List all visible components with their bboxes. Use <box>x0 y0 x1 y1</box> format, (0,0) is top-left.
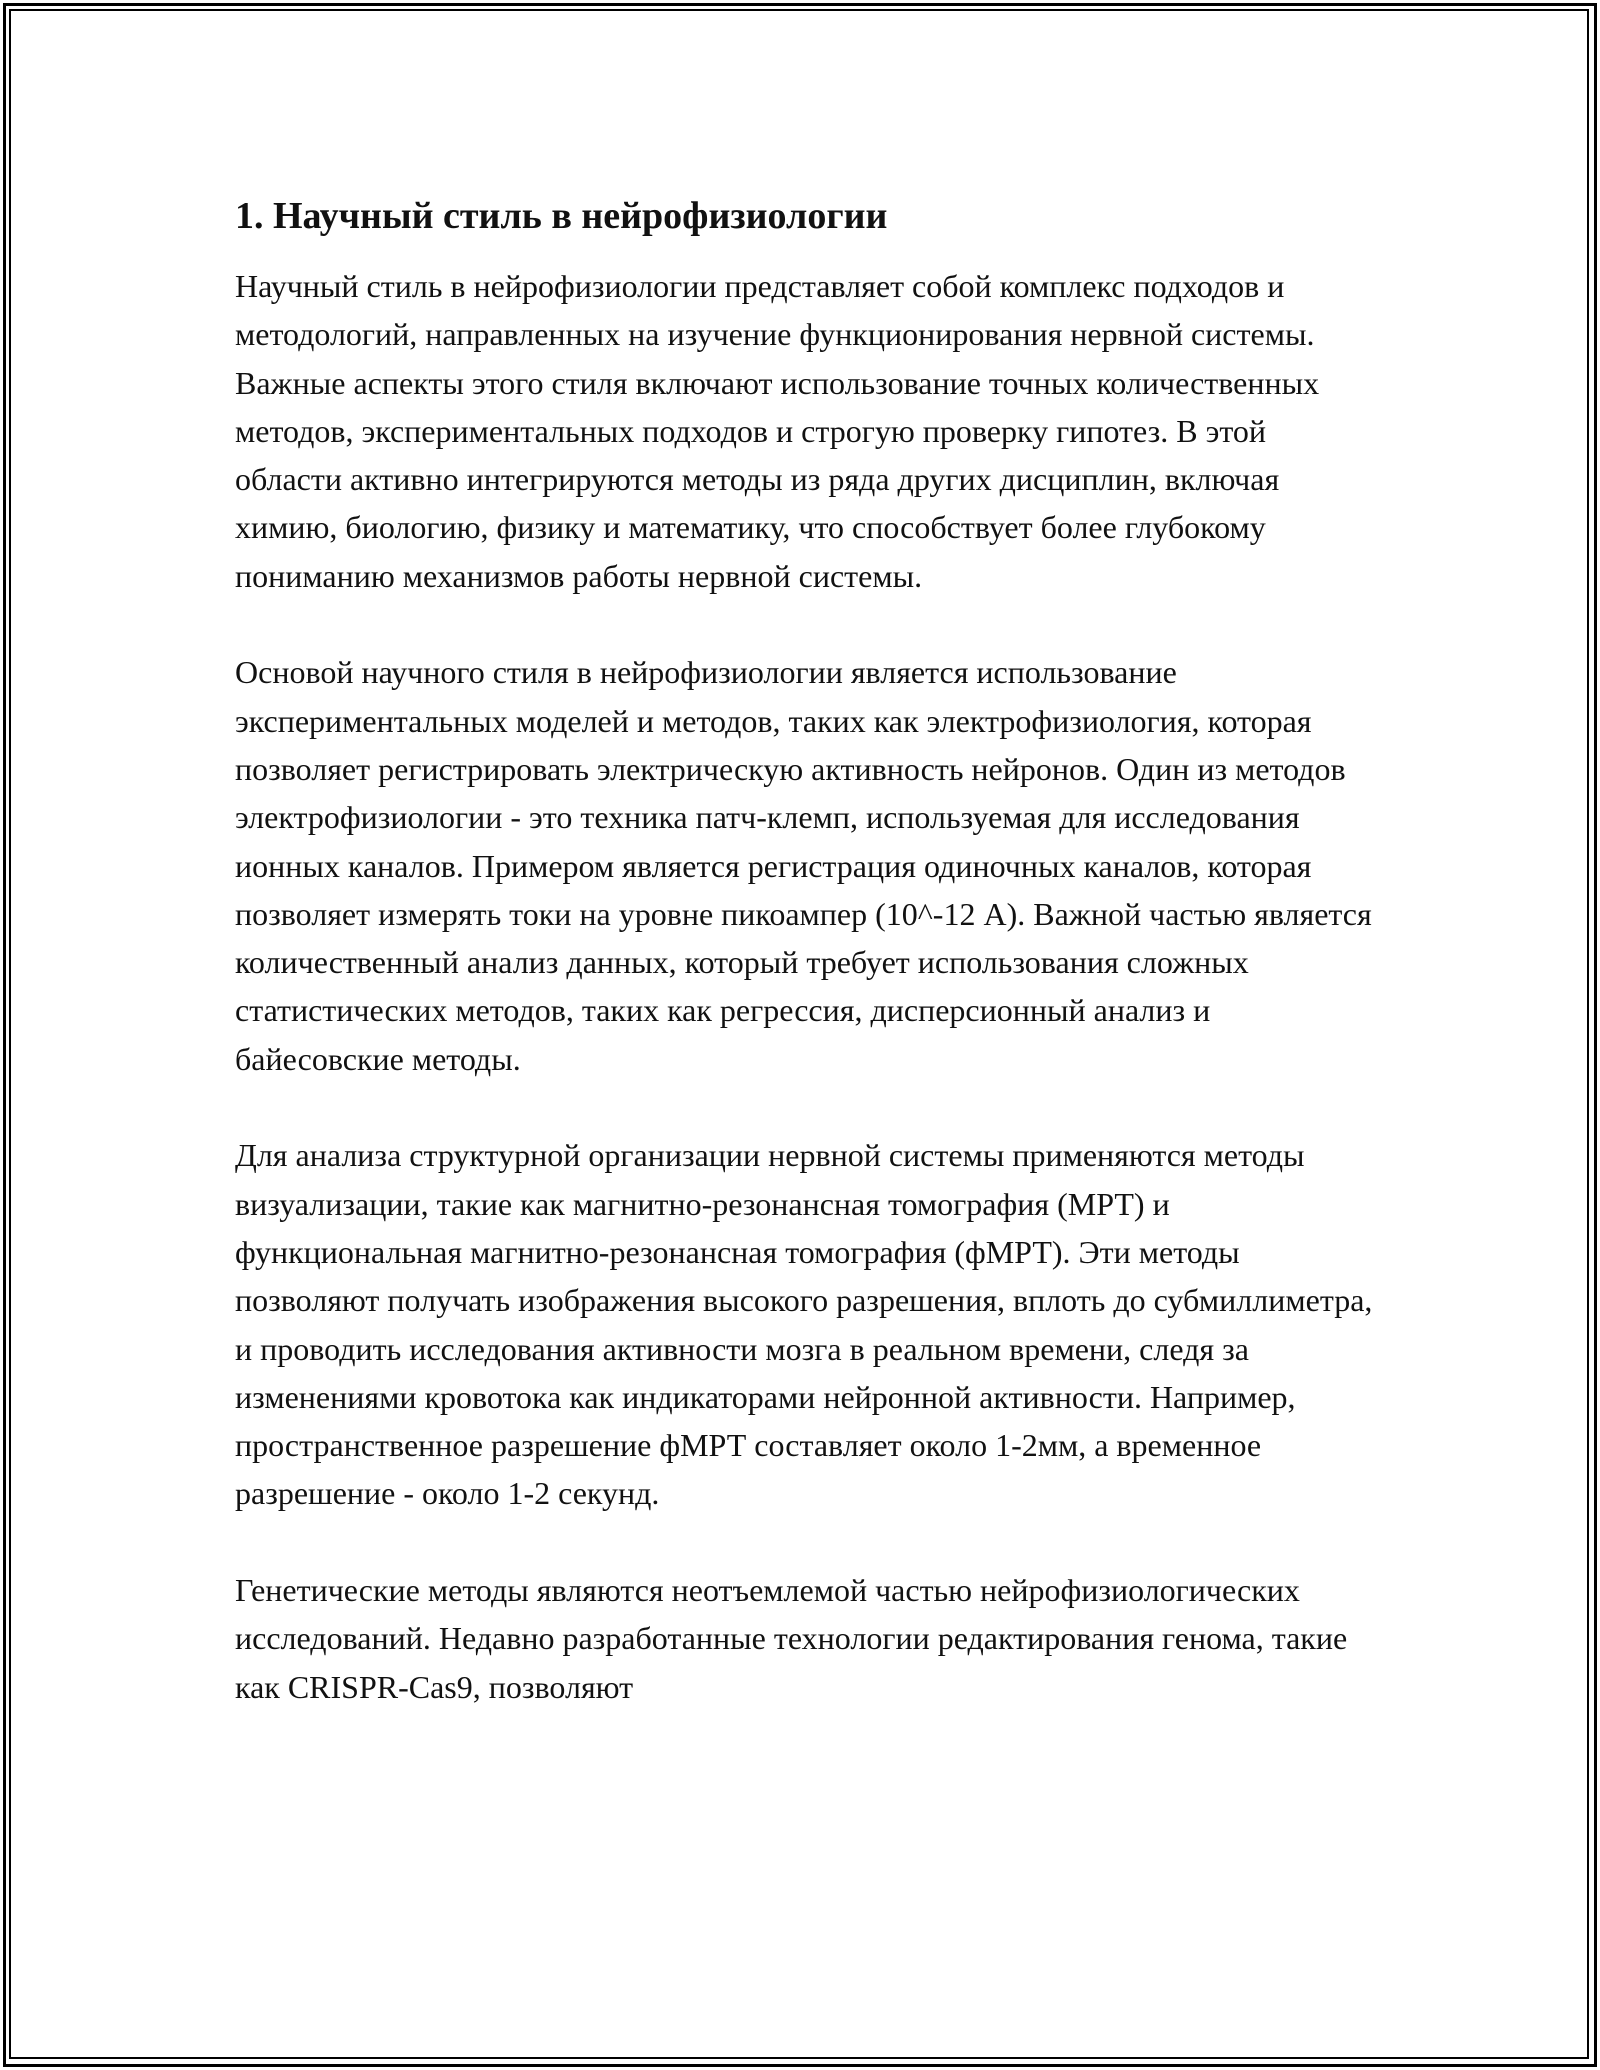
section-heading: 1. Научный стиль в нейрофизиологии <box>235 195 888 237</box>
paragraph-intro: Научный стиль в нейрофизиологии представляет собой комплекс подходов и методологий, направленных на изучение функционирования нервной системы. Важные аспекты этого стиля включают использование точных количественных методов, экспериментальных подходов и строгую проверку гипотез. В этой области активно интегрируются методы из ряда других дисциплин, включая химию, биологию, физику и математику, что способствует более глубокому пониманию механизмов работы нервной системы. <box>235 268 1320 594</box>
document-body <box>235 180 1375 1759</box>
paragraph-genetics: Генетические методы являются неотъемлемой частью нейрофизиологических исследований. Недавно разработанные технологии редактирования генома, такие как CRISPR-Cas9, позволяют <box>235 1572 1348 1705</box>
paragraph-electrophysiology: Основой научного стиля в нейрофизиологии является использование экспериментальных моделей и методов, таких как электрофизиология, которая позволяет регистрировать электрическую активность нейронов. Один из методов электрофизиологии - это техника патч-клемп, используемая для исследования ионных каналов. Примером является регистрация одиночных каналов, которая позволяет измерять токи на уровне пикоампер (10^-12 А). Важной частью является количественный анализ данных, который требует использования сложных статистических методов, таких как регрессия, дисперсионный анализ и байесовские методы. <box>235 654 1372 1077</box>
paragraph-imaging: Для анализа структурной организации нервной системы применяются методы визуализации, такие как магнитно-резонансная томография (МРТ) и функциональная магнитно-резонансная томография (фМРТ). Эти методы позволяют получать изображения высокого разрешения, вплоть до субмиллиметра, и проводить исследования активности мозга в реальном времени, следя за изменениями кровотока как индикаторами нейронной активности. Например, пространственное разрешение фМРТ составляет около 1-2мм, а временное разрешение - около 1-2 секунд. <box>235 1137 1373 1512</box>
